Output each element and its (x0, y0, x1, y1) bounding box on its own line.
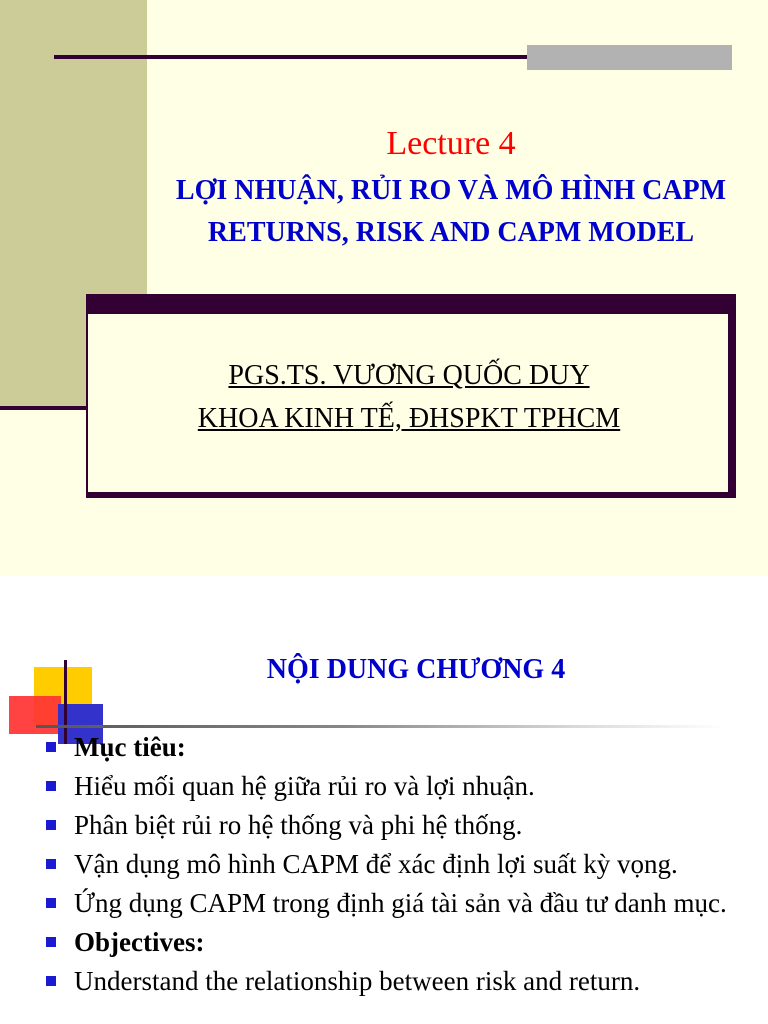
list-item (42, 847, 758, 881)
list-item-text: Ứng dụng CAPM trong định giá tài sản và đầu tư danh mục. (74, 888, 727, 918)
list-item (42, 964, 758, 998)
list-item-text: Mục tiêu: (74, 732, 186, 762)
square-bullet-icon (46, 781, 56, 791)
author-name: PGS.TS. VƯƠNG QUỐC DUY (228, 360, 590, 391)
contents-list (42, 730, 758, 1003)
list-item (42, 808, 758, 842)
contents-heading: NỘI DUNG CHƯƠNG 4 (266, 654, 566, 685)
contents-slide (0, 576, 768, 1024)
list-item (42, 769, 758, 803)
list-item-text: Phân biệt rủi ro hệ thống và phi hệ thống. (74, 810, 523, 840)
square-bullet-icon (46, 820, 56, 830)
subtitle-english: RETURNS, RISK AND CAPM MODEL (207, 217, 695, 248)
slide-title: Lecture 4 (386, 125, 516, 162)
square-bullet-icon (46, 898, 56, 908)
square-bullet-icon (46, 976, 56, 986)
horizontal-rule-decoration (36, 725, 726, 728)
author-affiliation: KHOA KINH TẾ, ĐHSPKT TPHCM (197, 403, 621, 434)
list-item (42, 886, 758, 920)
square-bullet-icon (46, 859, 56, 869)
list-item-text: Understand the relationship between risk and return. (74, 966, 641, 996)
side-line-decoration (0, 406, 86, 410)
top-bar-decoration (527, 45, 732, 70)
square-bullet-icon (46, 742, 56, 752)
list-item-text: Hiểu mối quan hệ giữa rủi ro và lợi nhuận. (74, 771, 535, 801)
red-square-decoration (9, 696, 61, 734)
list-item (42, 925, 758, 959)
list-item-text: Objectives: (74, 927, 205, 957)
list-item-text: Vận dụng mô hình CAPM để xác định lợi suất kỳ vọng. (74, 849, 678, 879)
subtitle-vietnamese: LỢI NHUẬN, RỦI RO VÀ MÔ HÌNH CAPM (175, 175, 727, 206)
square-bullet-icon (46, 937, 56, 947)
list-item (42, 730, 758, 764)
